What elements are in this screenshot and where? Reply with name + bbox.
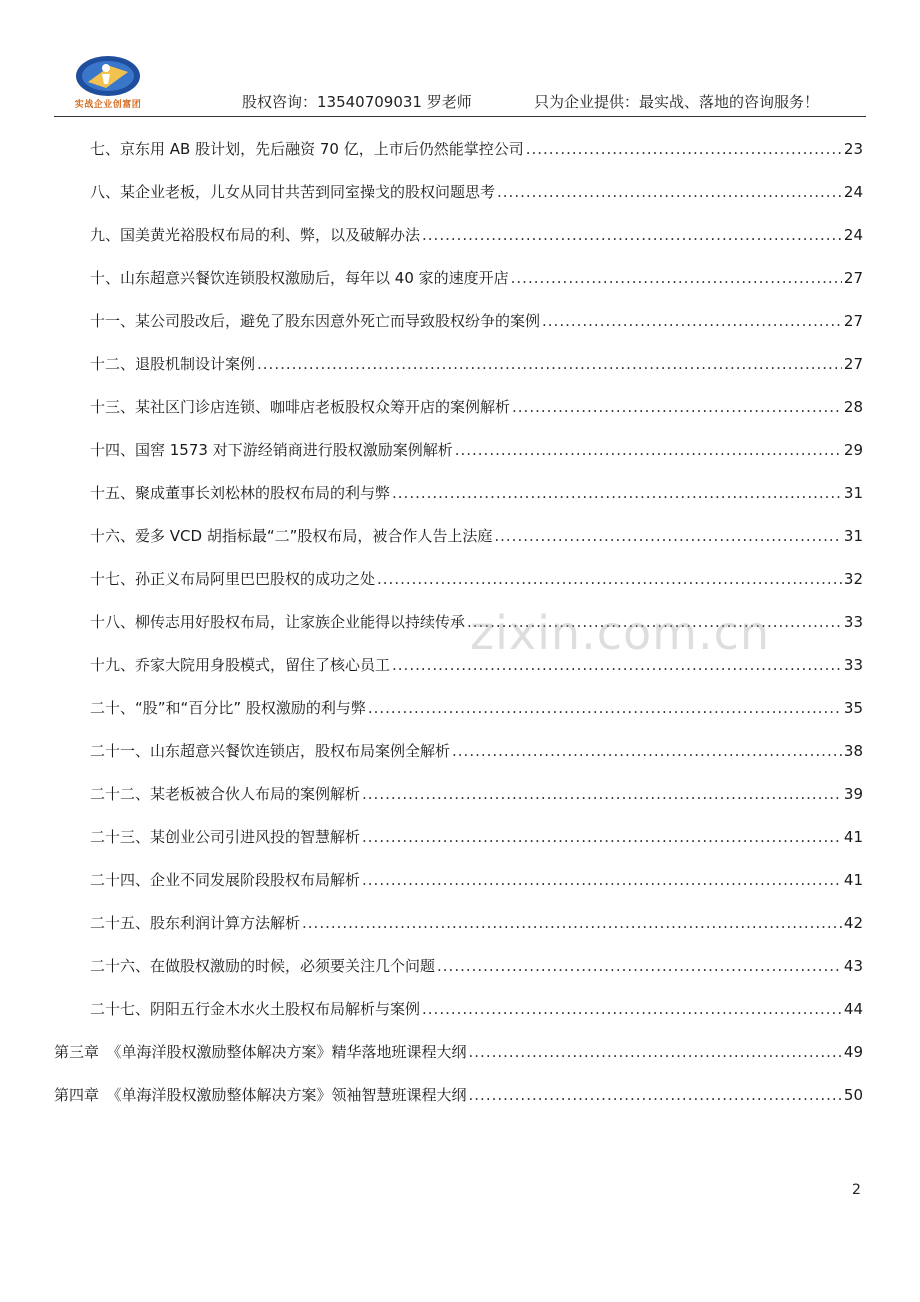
toc-entry[interactable] [90,179,863,205]
page-number: 2 [852,1182,861,1198]
watermark: zixin.com.cn [470,606,771,660]
toc-leader-dots [542,308,842,334]
toc-entry-title: 二十一、山东超意兴餐饮连锁店，股权布局案例全解析 [90,742,451,760]
toc-entry-page: 31 [843,527,863,545]
toc-entry-title: 七、京东用 AB 股计划，先后融资 70 亿，上市后仍然能掌控公司 [90,140,524,158]
toc-entry-title: 第三章 《单海洋股权激励整体解决方案》精华落地班课程大纲 [54,1043,467,1061]
toc-entry[interactable] [90,996,863,1022]
page-header [54,50,866,117]
toc-chapter-entry[interactable] [54,1039,863,1065]
toc-entry[interactable] [90,953,863,979]
toc-entry[interactable] [90,910,863,936]
toc-entry-page: 33 [843,656,863,674]
toc-entry-page: 27 [843,355,863,373]
toc-entry-page: 41 [843,871,863,889]
toc-leader-dots [512,394,842,420]
toc-entry-page: 44 [843,1000,863,1018]
toc-leader-dots [469,1039,842,1065]
toc-entry-title: 八、某企业老板，儿女从同甘共苦到同室操戈的股权问题思考 [90,183,496,201]
toc-entry-page: 38 [843,742,863,760]
toc-leader-dots [494,523,842,549]
toc-entry-page: 29 [843,441,863,459]
toc-entry-title: 十七、孙正义布局阿里巴巴股权的成功之处 [90,570,376,588]
toc-leader-dots [362,781,842,807]
logo-text: 实战企业创富团 [74,100,142,110]
toc-entry-title: 二十五、股东利润计算方法解析 [90,914,301,932]
toc-entry-page: 24 [843,226,863,244]
toc-leader-dots [422,996,842,1022]
toc-entry-title: 十八、柳传志用好股权布局，让家族企业能得以持续传承 [90,613,466,631]
toc-entry-page: 39 [843,785,863,803]
toc-entry-page: 33 [843,613,863,631]
toc-entry[interactable] [90,437,863,463]
toc-entry-title: 二十四、企业不同发展阶段股权布局解析 [90,871,361,889]
toc-entry-page: 31 [843,484,863,502]
toc-leader-dots [377,566,842,592]
toc-leader-dots [526,136,842,162]
toc-entry-page: 49 [843,1043,863,1061]
toc-leader-dots [362,867,842,893]
toc-entry[interactable] [90,480,863,506]
toc-leader-dots [302,910,842,936]
toc-entry[interactable] [90,351,863,377]
toc-entry-title: 二十二、某老板被合伙人布局的案例解析 [90,785,361,803]
toc-entry[interactable] [90,265,863,291]
toc-entry-title: 二十六、在做股权激励的时候，必须要关注几个问题 [90,957,436,975]
toc-entry-page: 24 [843,183,863,201]
toc-entry-title: 十四、国窖 1573 对下游经销商进行股权激励案例解析 [90,441,453,459]
toc-entry[interactable] [90,308,863,334]
toc-leader-dots [368,695,842,721]
toc-leader-dots [469,1082,842,1108]
toc-entry-page: 42 [843,914,863,932]
toc-leader-dots [455,437,842,463]
toc-leader-dots [452,738,842,764]
toc-entry-title: 十六、爱多 VCD 胡指标最“二”股权布局，被合作人告上法庭 [90,527,493,545]
toc-entry-page: 35 [843,699,863,717]
toc-entry-title: 十二、退股机制设计案例 [90,355,256,373]
toc-entry[interactable] [90,695,863,721]
toc-entry-title: 十五、聚成董事长刘松林的股权布局的利与弊 [90,484,391,502]
toc-leader-dots [362,824,842,850]
toc-entry-title: 九、国美黄光裕股权布局的利、弊，以及破解办法 [90,226,421,244]
toc-entry-page: 50 [843,1086,863,1104]
toc-entry-page: 23 [843,140,863,158]
toc-entry[interactable] [90,136,863,162]
toc-entry[interactable] [90,867,863,893]
toc-entry-title: 十、山东超意兴餐饮连锁股权激励后，每年以 40 家的速度开店 [90,269,509,287]
toc-leader-dots [437,953,842,979]
toc-entry[interactable] [90,566,863,592]
toc-entry[interactable] [90,824,863,850]
toc-leader-dots [422,222,842,248]
toc-entry-page: 41 [843,828,863,846]
header-slogan: 只为企业提供：最实战、落地的咨询服务！ [534,93,820,111]
toc-leader-dots [497,179,842,205]
toc-entry-title: 十一、某公司股改后，避免了股东因意外死亡而导致股权纷争的案例 [90,312,541,330]
toc-leader-dots [511,265,842,291]
toc-entry[interactable] [90,394,863,420]
header-contact: 股权咨询：13540709031 罗老师 [242,93,472,111]
toc-entry-title: 二十、“股”和“百分比” 股权激励的利与弊 [90,699,366,717]
toc-chapter-entry[interactable] [54,1082,863,1108]
toc-entry-page: 28 [843,398,863,416]
toc-entry-title: 十三、某社区门诊店连锁、咖啡店老板股权众筹开店的案例解析 [90,398,511,416]
toc-entry[interactable] [90,222,863,248]
toc-entry-title: 十九、乔家大院用身股模式，留住了核心员工 [90,656,391,674]
toc-entry-page: 27 [843,269,863,287]
toc-entry-page: 43 [843,957,863,975]
toc-entry-title: 二十七、阴阳五行金木水火土股权布局解析与案例 [90,1000,421,1018]
toc-entry[interactable] [90,523,863,549]
toc-entry-title: 二十三、某创业公司引进风投的智慧解析 [90,828,361,846]
toc-entry-page: 32 [843,570,863,588]
toc-leader-dots [257,351,842,377]
toc-entry-page: 27 [843,312,863,330]
toc-entry[interactable] [90,738,863,764]
toc-entry[interactable] [90,781,863,807]
toc-entry-title: 第四章 《单海洋股权激励整体解决方案》领袖智慧班课程大纲 [54,1086,467,1104]
toc-leader-dots [392,480,842,506]
